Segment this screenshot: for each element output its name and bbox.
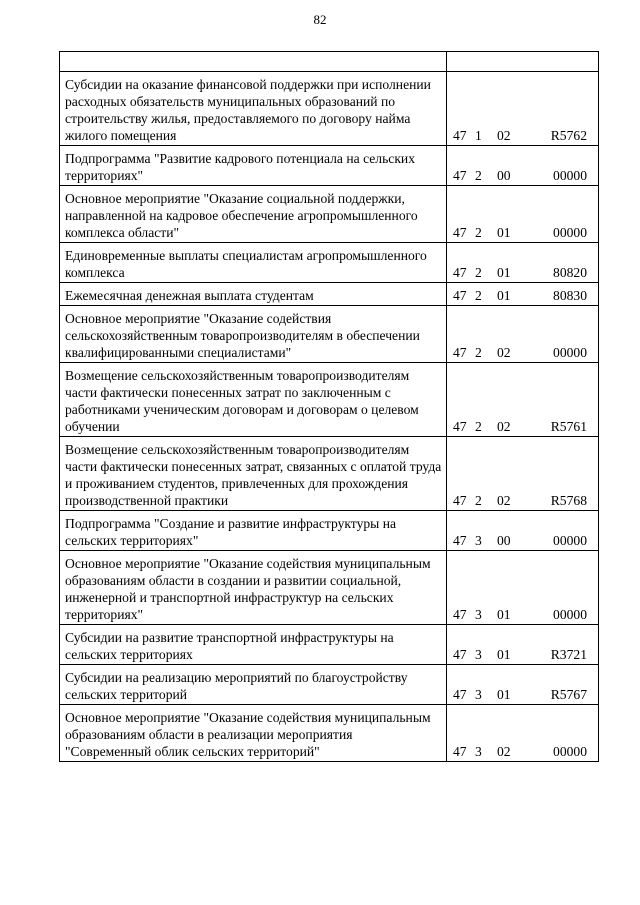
row-codes [447,146,599,186]
table-row [60,511,599,551]
code-program: 47 [453,265,467,280]
row-codes [447,511,599,551]
table-row [60,705,599,762]
code-subprogram: 3 [475,744,482,759]
code-subprogram: 3 [475,647,482,662]
row-name: Подпрограмма "Развитие кадрового потенциала на сельских территориях" [60,146,447,186]
code-event: 02 [497,493,511,508]
code-event: 02 [497,128,511,143]
row-name: Возмещение сельскохозяйственным товаропроизводителям части фактически понесенных затрат по заключенным с работниками ученическим договорам и договорам о целевом обучении [60,363,447,437]
code-event: 01 [497,647,511,662]
code-event: 01 [497,288,511,303]
code-program: 47 [453,607,467,622]
code-direction: 00000 [553,168,587,183]
code-event: 02 [497,345,511,360]
row-name: Единовременные выплаты специалистам агропромышленного комплекса [60,243,447,283]
code-subprogram: 3 [475,533,482,548]
code-direction: 80830 [553,288,587,303]
code-program: 47 [453,288,467,303]
row-name: Подпрограмма "Создание и развитие инфраструктуры на сельских территориях" [60,511,447,551]
table-row [60,363,599,437]
code-direction: R3721 [550,647,587,662]
code-subprogram: 3 [475,607,482,622]
code-event: 01 [497,607,511,622]
continuation-cell-codes [447,52,599,72]
code-program: 47 [453,128,467,143]
code-direction: R5762 [550,128,587,143]
row-codes [447,705,599,762]
continuation-cell-name [60,52,447,72]
row-codes [447,625,599,665]
code-program: 47 [453,744,467,759]
table-continuation-row [60,52,599,72]
row-name: Основное мероприятие "Оказание социальной поддержки, направленной на кадровое обеспечение агропромышленного комплекса области" [60,186,447,243]
code-event: 02 [497,744,511,759]
code-direction: 00000 [553,744,587,759]
table-row [60,551,599,625]
page-number: 82 [313,12,327,27]
code-subprogram: 2 [475,225,482,240]
code-event: 01 [497,687,511,702]
table-row [60,146,599,186]
row-name: Субсидии на оказание финансовой поддержки при исполнении расходных обязательств муниципальных образований по строительству жилья, предоставляемого по договору найма жилого помещения [60,72,447,146]
code-direction: 00000 [553,607,587,622]
row-codes [447,186,599,243]
code-direction: R5768 [550,493,587,508]
code-direction: R5761 [550,419,587,434]
row-codes [447,243,599,283]
code-subprogram: 2 [475,419,482,434]
code-subprogram: 3 [475,687,482,702]
code-event: 02 [497,419,511,434]
row-name: Основное мероприятие "Оказание содействия муниципальным образованиям области в создании и развитии социальной, инженерной и транспортной инфраструктур на сельских территориях" [60,551,447,625]
code-subprogram: 2 [475,168,482,183]
table-row [60,437,599,511]
table-row [60,665,599,705]
row-codes [447,437,599,511]
code-program: 47 [453,345,467,360]
row-name: Возмещение сельскохозяйственным товаропроизводителям части фактически понесенных затрат, связанных с оплатой труда и проживанием студентов, привлеченных для прохождения производственной практики [60,437,447,511]
row-name: Субсидии на развитие транспортной инфраструктуры на сельских территориях [60,625,447,665]
row-codes [447,665,599,705]
table-row [60,72,599,146]
code-event: 00 [497,168,511,183]
row-name: Основное мероприятие "Оказание содействия сельскохозяйственным товаропроизводителям в обеспечении квалифицированными специалистами" [60,306,447,363]
row-name: Ежемесячная денежная выплата студентам [60,283,447,306]
table-row [60,625,599,665]
row-name: Субсидии на реализацию мероприятий по благоустройству сельских территорий [60,665,447,705]
table-body [60,52,599,762]
code-program: 47 [453,493,467,508]
row-codes [447,283,599,306]
row-codes [447,363,599,437]
row-codes [447,72,599,146]
row-name: Основное мероприятие "Оказание содействия муниципальным образованиям области в реализации мероприятия "Современный облик сельских территорий" [60,705,447,762]
table-row [60,306,599,363]
budget-classification-table [59,51,599,762]
code-direction: 00000 [553,225,587,240]
code-event: 00 [497,533,511,548]
code-event: 01 [497,265,511,280]
code-direction: R5767 [550,687,587,702]
code-program: 47 [453,225,467,240]
code-program: 47 [453,168,467,183]
code-direction: 00000 [553,533,587,548]
code-subprogram: 1 [475,128,482,143]
code-subprogram: 2 [475,493,482,508]
table-row [60,243,599,283]
row-codes [447,551,599,625]
table-row [60,186,599,243]
code-subprogram: 2 [475,265,482,280]
code-program: 47 [453,533,467,548]
table-row [60,283,599,306]
code-program: 47 [453,419,467,434]
code-direction: 80820 [553,265,587,280]
code-subprogram: 2 [475,288,482,303]
code-program: 47 [453,687,467,702]
row-codes [447,306,599,363]
code-event: 01 [497,225,511,240]
code-direction: 00000 [553,345,587,360]
code-subprogram: 2 [475,345,482,360]
code-program: 47 [453,647,467,662]
